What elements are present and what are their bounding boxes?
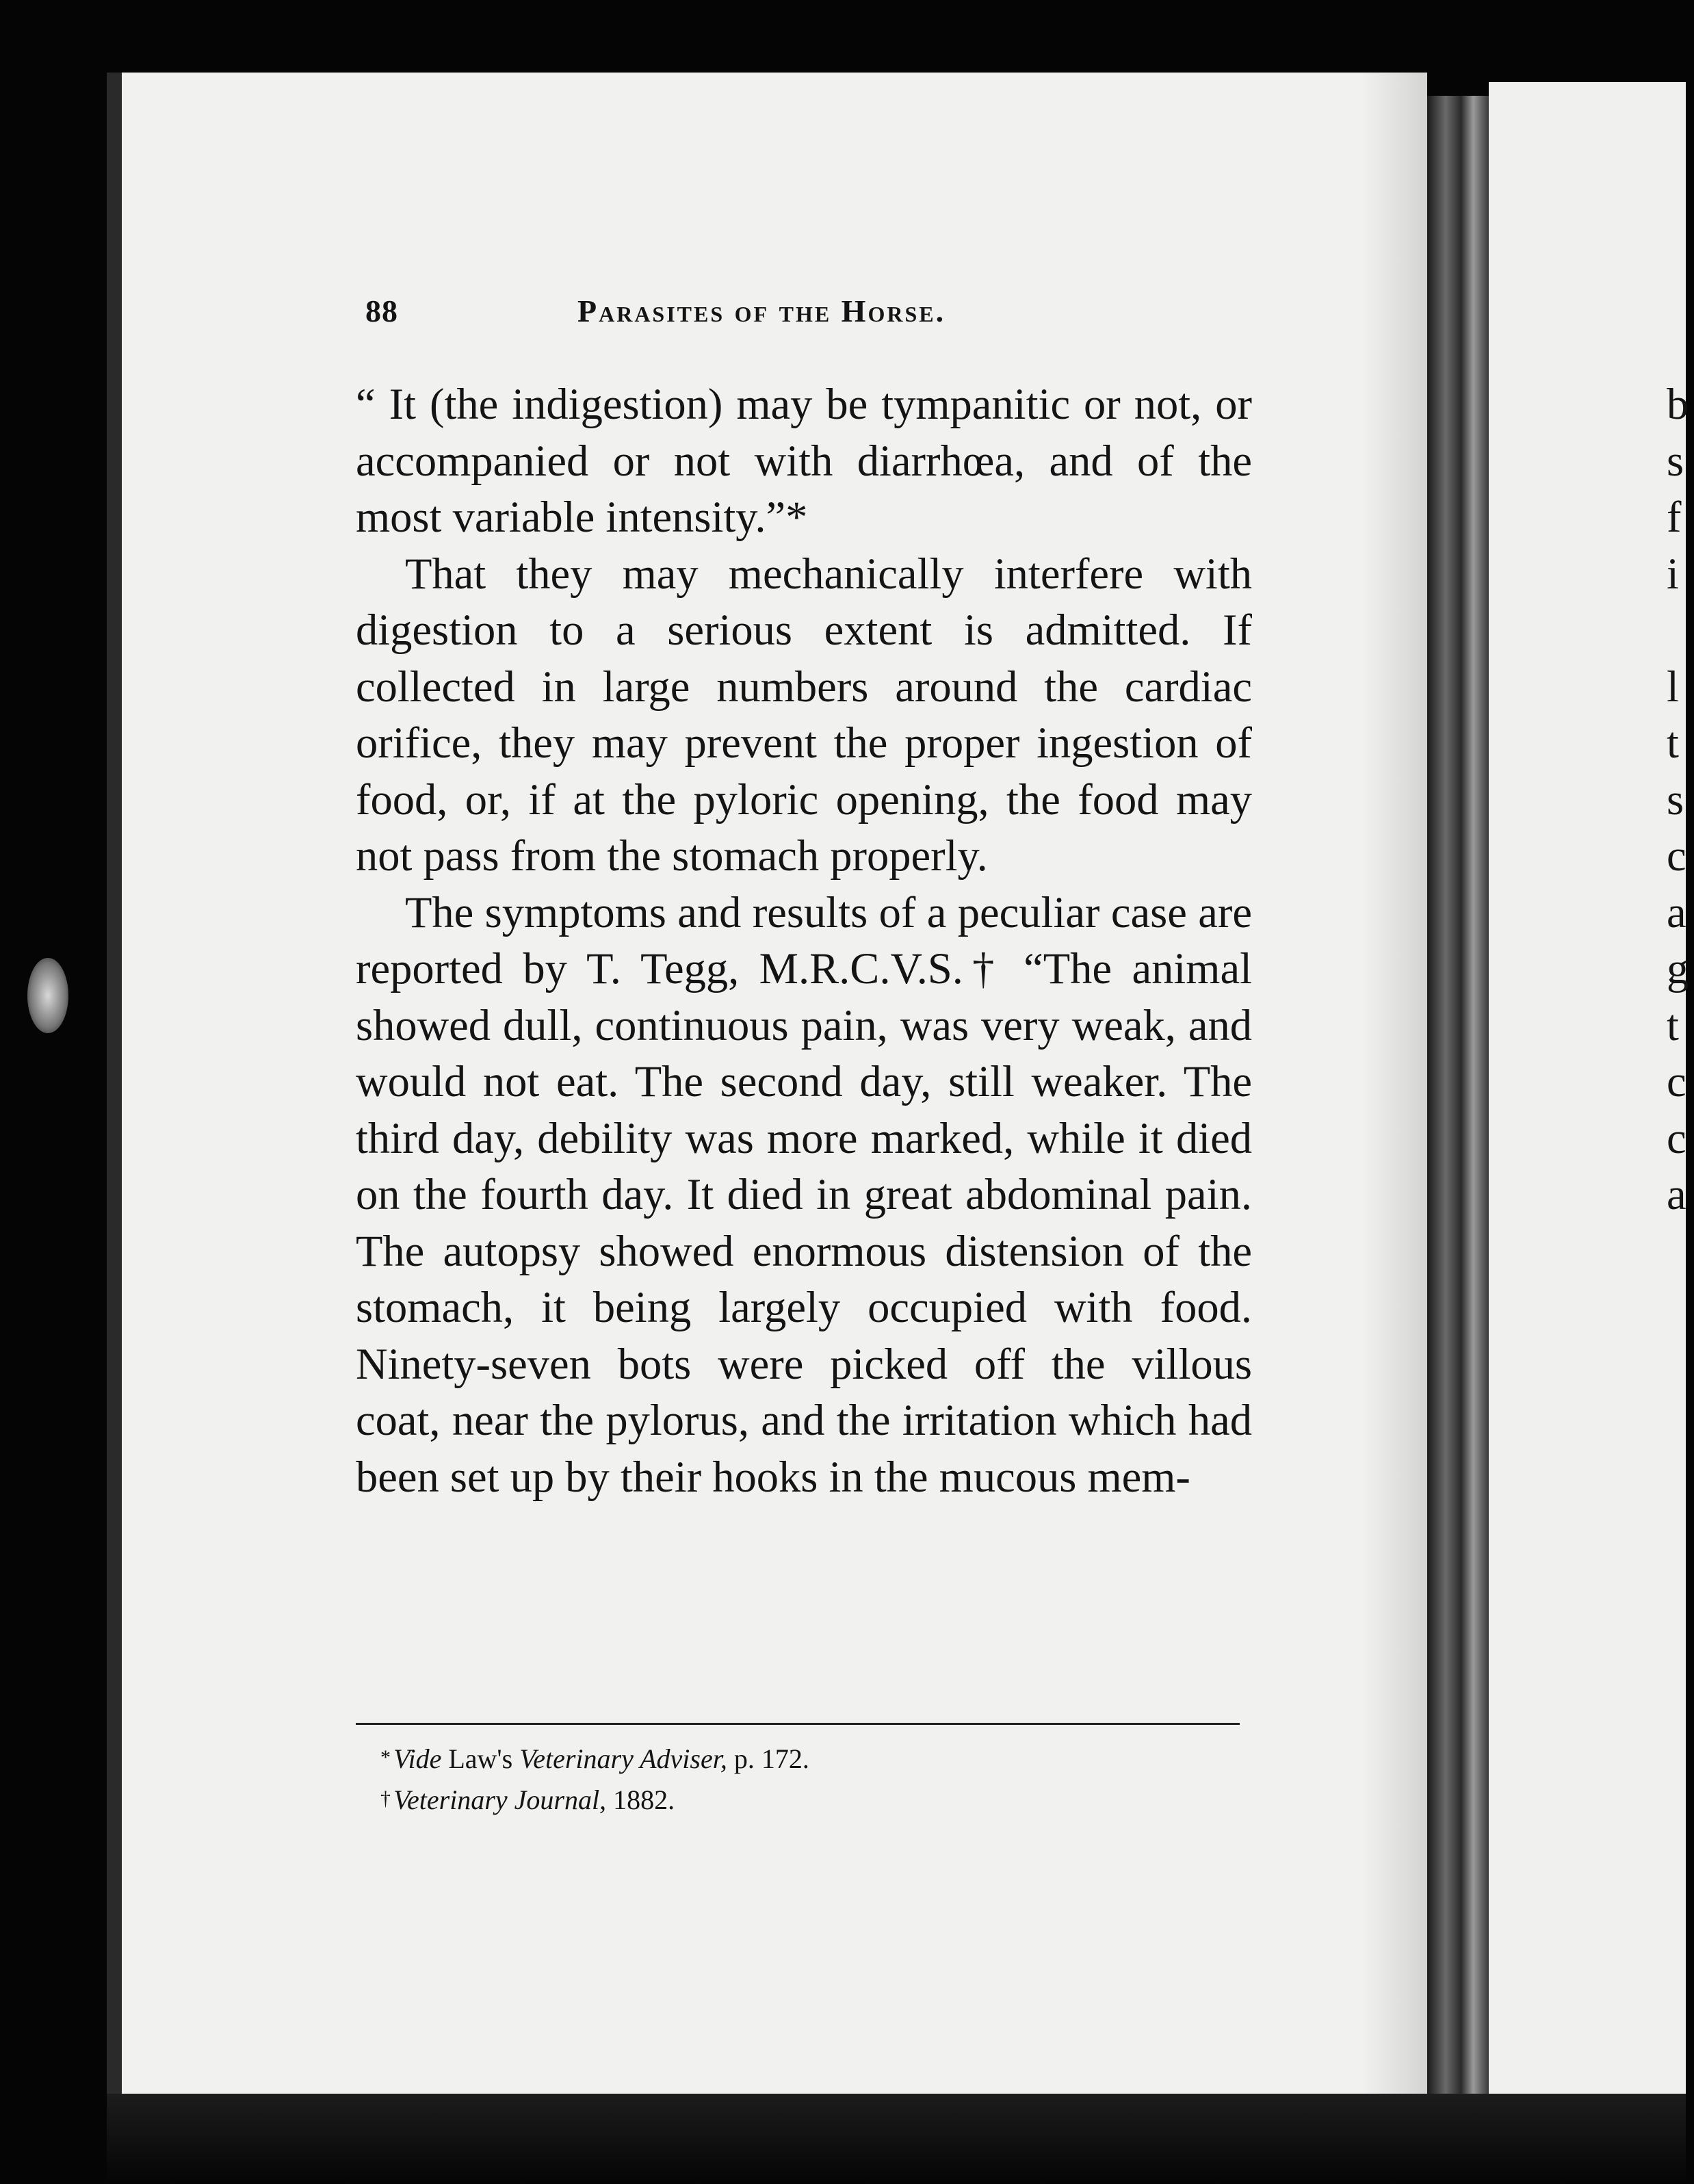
footnote-italic: Veterinary Adviser, <box>519 1743 727 1774</box>
page-header <box>365 293 1275 348</box>
facing-line: b <box>1667 380 1689 428</box>
facing-line: c <box>1667 1057 1686 1106</box>
footnote-text: 1882. <box>606 1784 675 1815</box>
facing-line: s <box>1667 436 1684 485</box>
facing-line: t <box>1667 718 1679 767</box>
footnotes <box>380 1738 1236 1820</box>
page-number: 88 <box>365 294 398 328</box>
body-text <box>356 376 1252 1505</box>
footnote-mark: † <box>380 1787 391 1810</box>
footnote-italic: Vide <box>393 1743 442 1774</box>
facing-page-text <box>1667 376 1694 1223</box>
margin-stain <box>27 958 68 1033</box>
facing-line: c <box>1667 831 1686 880</box>
fold-shadow <box>1361 73 1427 2107</box>
facing-line: i <box>1667 549 1679 598</box>
facing-line: s <box>1667 775 1684 824</box>
facing-line <box>1667 602 1694 659</box>
facing-line: l <box>1667 662 1679 711</box>
facing-line: t <box>1667 1000 1679 1050</box>
paragraph-mechanical: That they may mechanically interfere with digestion to a serious extent is admitted. If collected in large numbers around the cardiac orifice, they may prevent the proper ingestion of food, or, if at the pyloric opening, the food may not pass from the stomach properly. <box>356 549 1252 880</box>
right-page <box>1489 82 1686 2107</box>
footnote-mark: * <box>380 1746 391 1769</box>
facing-line: c <box>1667 1113 1686 1162</box>
footnote-text: Law's <box>441 1743 520 1774</box>
page-bottom-edge <box>107 2094 1686 2184</box>
facing-line: f <box>1667 493 1682 541</box>
footnote-2 <box>380 1779 1236 1820</box>
footnote-1 <box>380 1738 1236 1779</box>
paragraph-case-report: The symptoms and results of a peculiar case are reported by T. Tegg, M.R.C.V.S.† “The animal showed dull, continuous pain, was very weak, and would not eat. The second day, still weaker. The third day, debility was more marked, while it died on the fourth day. It died in great abdominal pain. The autopsy showed enormous distension of the stomach, it being largely occupied with food. Ninety-seven bots were picked off the villous coat, near the pylorus, and the irritation which had been set up by their hooks in the mucous mem- <box>356 887 1252 1501</box>
running-head: Parasites of the Horse. <box>577 294 946 328</box>
book-gutter <box>1427 96 1489 2107</box>
facing-line: a <box>1667 1170 1686 1219</box>
facing-line: a <box>1667 887 1686 937</box>
footnote-rule <box>356 1723 1240 1725</box>
paragraph-quote: “ It (the indigestion) may be tympanitic or not, or accompanied or not with diarrhœa, and of the most variable intensity.”* <box>356 380 1252 541</box>
footnote-italic: Veterinary Journal, <box>393 1784 607 1815</box>
facing-line: g <box>1667 944 1689 993</box>
footnote-text: p. 172. <box>727 1743 809 1774</box>
